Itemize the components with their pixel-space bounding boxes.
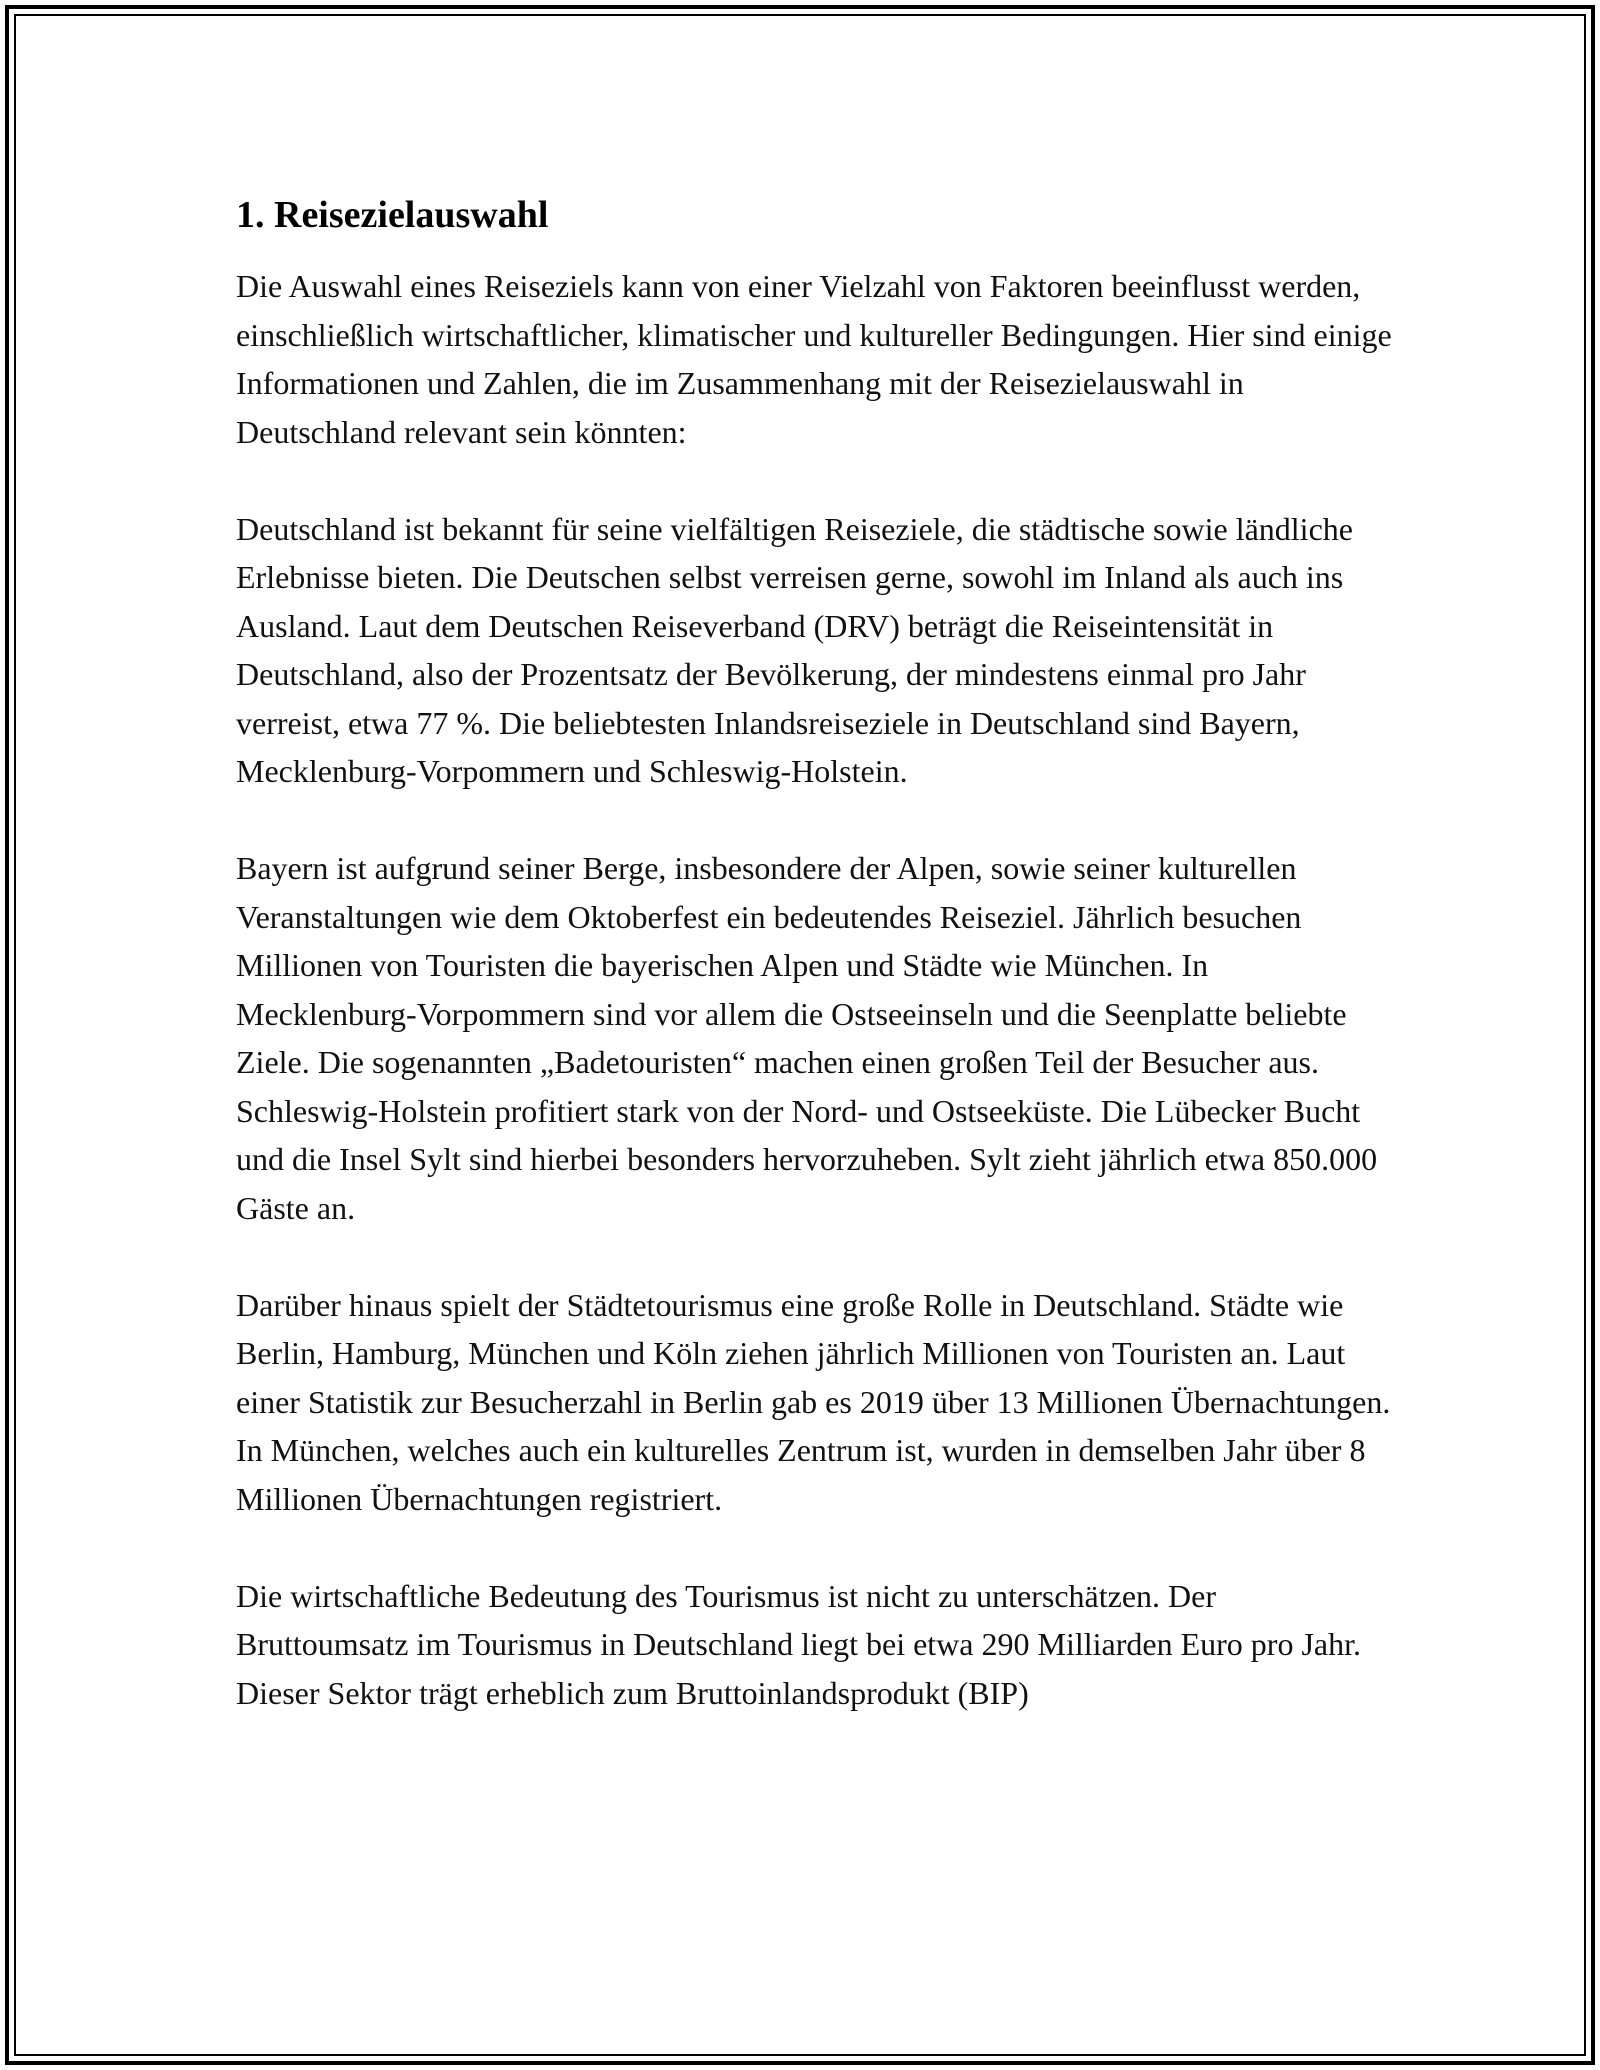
paragraph-intro: Die Auswahl eines Reiseziels kann von einer Vielzahl von Faktoren beeinflusst werden, einschließlich wirtschaftlicher, klimatischer und kultureller Bedingungen. Hier sind einige Informationen und Zahlen, die im Zusammenhang mit der Reisezielauswahl in Deutschland relevant sein könnten: — [236, 268, 1392, 450]
paragraph-city-tourism: Darüber hinaus spielt der Städtetourismus eine große Rolle in Deutschland. Städte wie Berlin, Hamburg, München und Köln ziehen jährlich Millionen von Touristen an. Laut einer Statistik zur Besucherzahl in Berlin gab es 2019 über 13 Millionen Übernachtungen. In München, welches auch ein kulturelles Zentrum ist, wurden in demselben Jahr über 8 Millionen Übernachtungen registriert. — [236, 1286, 1391, 1517]
paragraph-destinations: Deutschland ist bekannt für seine vielfältigen Reiseziele, die städtische sowie ländliche Erlebnisse bieten. Die Deutschen selbst verreisen gerne, sowohl im Inland als auch ins Ausland. Laut dem Deutschen Reiseverband (DRV) beträgt die Reiseintensität in Deutschland, also der Prozentsatz der Bevölkerung, der mindestens einmal pro Jahr verreist, etwa 77 %. Die beliebtesten Inlandsreiseziele in Deutschland sind Bayern, Mecklenburg-Vorpommern und Schleswig-Holstein. — [236, 510, 1353, 789]
section-heading: 1. Reisezielauswahl — [236, 194, 549, 236]
paragraph-economy: Die wirtschaftliche Bedeutung des Tourismus ist nicht zu unterschätzen. Der Bruttoumsatz im Tourismus in Deutschland liegt bei etwa 290 Milliarden Euro pro Jahr. Dieser Sektor trägt erheblich zum Bruttoinlandsprodukt (BIP) — [236, 1577, 1361, 1711]
document-body — [236, 185, 1396, 1766]
paragraph-regions: Bayern ist aufgrund seiner Berge, insbesondere der Alpen, sowie seiner kulturellen Veranstaltungen wie dem Oktoberfest ein bedeutendes Reiseziel. Jährlich besuchen Millionen von Touristen die bayerischen Alpen und Städte wie München. In Mecklenburg-Vorpommern sind vor allem die Ostseeinseln und die Seenplatte beliebte Ziele. Die sogenannten „Badetouristen“ machen einen großen Teil der Besucher aus. Schleswig-Holstein profitiert stark von der Nord- und Ostseeküste. Die Lübecker Bucht und die Insel Sylt sind hierbei besonders hervorzuheben. Sylt zieht jährlich etwa 850.000 Gäste an. — [236, 850, 1378, 1226]
